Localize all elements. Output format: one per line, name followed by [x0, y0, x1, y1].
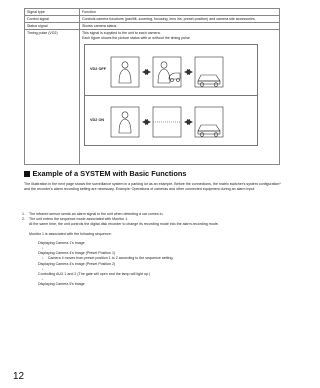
table-cell-text: Controls camera functions (pan/tilt, zooming, focusing, lens iris, preset position) and camera site accessories. — [80, 16, 280, 23]
table-row — [25, 30, 280, 165]
timing-figure — [84, 44, 258, 146]
sequence-note-text: Camera 4 moves from preset position 1 to 2 according to the sequence setting. — [47, 256, 174, 261]
intro-paragraph: The illustration in the next page shows the surveillance system in a parking lot as an example. Before the connections, the matrix switcher's system configuration* and the recorder's alarm recording setting are necessary. Example: Operations of cameras and other connected equipment during an alarm input — [24, 182, 281, 191]
monitor-on-2-icon — [153, 107, 181, 137]
vd2-on-label: VD2 ON — [90, 117, 105, 122]
sequence-item: Displaying Camera 1's image — [38, 240, 85, 245]
table-cell-label: Control signal — [25, 16, 80, 23]
arrow-icon — [142, 119, 151, 125]
table-cell-text: Function — [80, 9, 280, 16]
timing-illustration — [85, 45, 257, 145]
monitor-on-1-icon — [111, 107, 139, 137]
table-cell-label: Timing pulse (VD2) — [25, 30, 80, 165]
table-row — [25, 23, 280, 30]
down-arrow-icon: ↓ — [42, 246, 44, 251]
down-arrow-icon: ↓ — [42, 266, 44, 271]
signal-table — [24, 8, 280, 165]
table-cell-timing — [80, 30, 280, 165]
table-cell-text: Shows camera status. — [80, 23, 280, 30]
sequence-item: Displaying Camera 4's image (Preset Position 2) — [38, 261, 116, 266]
monitor-off-1-icon — [111, 57, 139, 87]
page-number: 12 — [13, 371, 25, 382]
monitor-off-2-icon — [153, 57, 181, 87]
step-text: The unit enters the sequence mode associated with Monitor 1. — [29, 217, 129, 222]
arrow-icon — [184, 119, 193, 125]
bullet-square-icon — [24, 171, 30, 177]
table-cell-label: Signal type — [25, 9, 80, 16]
sequence-item: Controlling AUX 1 and 2 (The gate will open and the lamp will light up.) — [38, 272, 151, 277]
section-heading-text: Example of a SYSTEM with Basic Functions — [32, 169, 187, 178]
table-row — [25, 16, 280, 23]
down-arrow-icon: ↓ — [42, 256, 44, 261]
monitor-on-3-icon — [195, 107, 223, 137]
step-text: The infrared sensor sends an alarm signal to the unit when detecting a car comes in. — [29, 212, 164, 216]
monitor-off-3-icon — [195, 57, 223, 87]
step-number: 2. — [22, 217, 25, 222]
down-arrow-icon: ↓ — [42, 277, 44, 282]
monitor-line: Monitor 1 is associated with the following sequence: — [29, 231, 112, 236]
arrow-icon — [184, 69, 193, 75]
vd2-off-label: VD2 OFF — [90, 66, 107, 71]
sequence-item: Displaying Camera 4's image (Preset Position 1) — [38, 251, 116, 256]
step-number: 1. — [22, 212, 25, 216]
arrow-icon — [142, 69, 151, 75]
section-heading — [24, 169, 187, 178]
table-cell-label: Status signal — [25, 23, 80, 30]
table-row — [25, 9, 280, 16]
step-text: At the same time, the unit controls the digital disk recorder to change its recording mode into the alarm-recording mode. — [29, 222, 219, 227]
sequence-item: Displaying Camera 5's image — [38, 282, 85, 287]
steps-list — [22, 212, 282, 288]
timing-text-2: Each figure shows the picture status with or without the timing pulse. — [82, 35, 191, 40]
timing-text: This signal is supplied to the unit to each camera. — [82, 30, 161, 35]
